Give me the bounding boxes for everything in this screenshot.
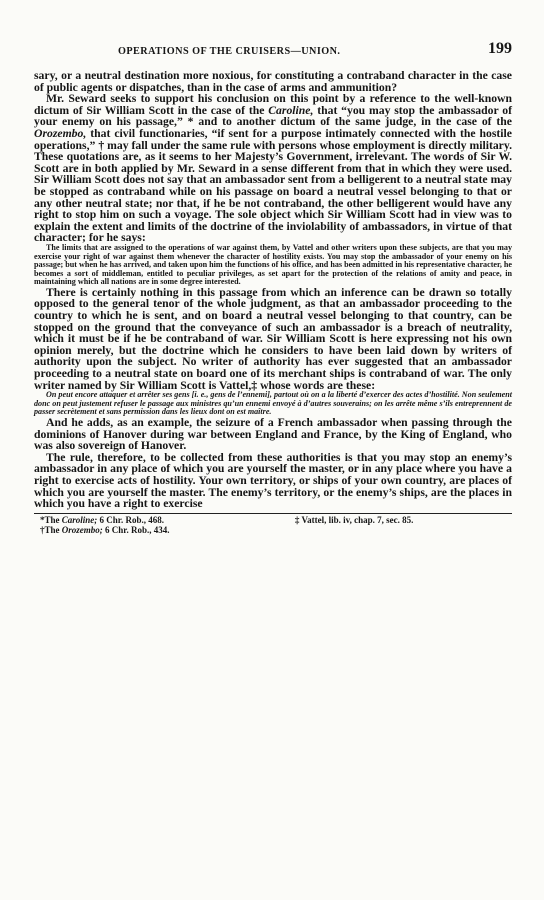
- paragraph-3: There is certainly nothing in this passage from which an inference can be drawn so totally opposed to the general tenor of the whole judgment, as that an ambassador proceeding to the country to which he is sent, and on board a neutral vessel belonging to that country, can be stopped on the ground that the conveyance of such an ambassador is a breach of neutrality, which it must be if he be contraband of war. Sir William Scott is here expressing not his own opinion merely, but the doctrine which he considers to have been laid down by writers of authority upon the subject. No writer of authority has ever suggested that an ambassador proceeding to a neutral state on board one of its merchant ships is contraband of war. The only writer named by Sir William Scott is Vattel,‡ whose words are these:: [34, 285, 512, 392]
- footnotes-right-column: [295, 515, 512, 536]
- footnote-2-case: Orozembo;: [61, 525, 103, 536]
- block-quote-scott: The limits that are assigned to the operations of war against them, by Vattel and other writers upon these subjects, are that you may exercise your right of war against them whenever the character of hostility exists. You may stop the ambassador of your enemy on his passage; but when he has arrived, and taken upon him the functions of his office, and has been admitted in his representative character, he becomes a sort of middleman, entitled to peculiar privileges, as set apart for the protection of the relations of amity and peace, in maintaining which all nations are in some degree interested.: [34, 242, 512, 287]
- footnote-2-mark: †The: [40, 525, 62, 536]
- footnote-1-ref: 6 Chr. Rob., 468.: [97, 514, 164, 525]
- footnotes-left-column: [34, 515, 295, 536]
- block-quote-vattel: On peut encore attaquer et arrêter ses gens [i. e., gens de l’ennemi], partout où on a la liberté d’exercer des actes d’hostilité. Non seulement donc on peut justement refuser le passage aux ministres qu’un ennemi envoyé à d’autres souverains; on les arrête même s’ils entreprennent de passer secrètement et sans permission dans les lieux dont on est maître.: [34, 390, 512, 417]
- paragraph-4: And he adds, as an example, the seizure of a French ambassador when passing through the dominions of Hanover during war between England and France, by the King of England, who was also sovereign of Hanover.: [34, 416, 512, 453]
- footnote-1: [40, 515, 295, 526]
- paragraph-2-part-c: that civil functionaries, “if sent for a purpose intimately connected with the hostile operations,” † may fall under the same rule with persons whose employment is directly military. These quotations are, as it seems to her Majesty’s Government, irrelevant. The words of Sir W. Scott are in both applied by Mr. Seward in a sense different from that in which they were used. Sir William Scott does not say that an ambassador sent from a belligerent to a neutral state may be stopped as contraband while on his passage on board a neutral vessel belonging to that or any other neutral state; nor that, if he be not contraband, the other belligerent would have any right to stop him on such a voyage. The sole object which Sir William Scott had in view was to explain the extent and limits of the doctrine of the inviolability of ambassadors, in virtue of that character; for he says:: [34, 126, 512, 245]
- paragraph-5: The rule, therefore, to be collected from these authorities is that you may stop an enemy’s ambassador in any place of which you are yourself the master, or in any place where you have a right to exercise acts of hostility. Your own territory, or ships of your own country, are places of which you are yourself the master. The enemy’s territory, or the enemy’s ships, are the places in which you have a right to exercise: [34, 450, 512, 511]
- page-header: [34, 40, 512, 62]
- paragraph-2-part-b: that “you may stop the ambassador of your enemy on his passage,” * and to another dictum of the same judge, in the case of the: [34, 103, 512, 129]
- footnote-2: [40, 525, 295, 536]
- main-text: [34, 70, 512, 510]
- paragraph-2-part-a: Mr. Seward seeks to support his conclusion on this point by a reference to the well-known dictum of Sir William Scott in the case of the: [34, 92, 512, 117]
- footnote-divider: [34, 513, 512, 514]
- footnotes: [34, 515, 512, 536]
- page-number: 199: [488, 40, 512, 57]
- running-title: OPERATIONS OF THE CRUISERS—UNION.: [118, 46, 341, 57]
- footnote-3: ‡ Vattel, lib. iv, chap. 7, sec. 85.: [294, 514, 414, 525]
- case-name-orozembo: Orozembo,: [34, 126, 87, 140]
- case-name-caroline: Caroline,: [268, 103, 314, 117]
- paragraph-2: [34, 93, 512, 244]
- footnote-2-ref: 6 Chr. Rob., 434.: [102, 525, 170, 536]
- paragraph-1: sary, or a neutral destination more noxious, for constituting a contraband character in the case of public agents or dispatches, than in the case of arms and ammunition?: [34, 69, 512, 94]
- footnote-1-case: Caroline;: [61, 514, 98, 525]
- footnote-1-mark: *The: [40, 514, 62, 525]
- book-page: [34, 40, 512, 536]
